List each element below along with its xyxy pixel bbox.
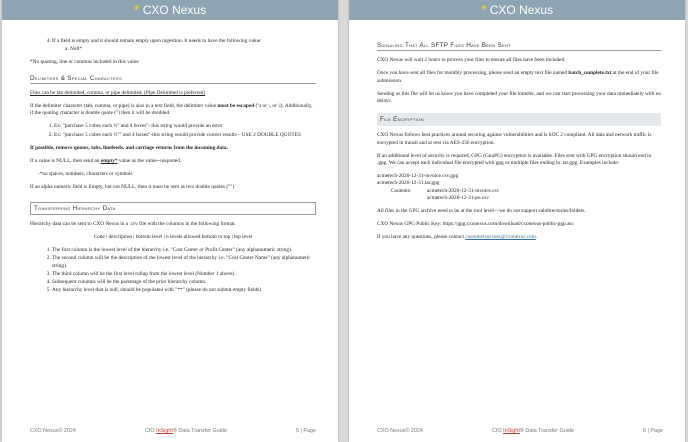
paragraph: CXO Nexus follows best practices around securing against vulnerabilities and is SOC 2 compliant. All data and network traffic is encrypted in transit and at rest via AES-256 encryption.: [377, 132, 652, 146]
sun-icon: ✺: [480, 5, 487, 12]
paragraph: CXO Nexus will wait 2 hours to process your files to ensure all files have been included.: [377, 57, 566, 64]
file-name: acmetech-2020-12-31-invoice.csv.gpg: [377, 173, 459, 180]
page-footer: [30, 428, 316, 434]
page-body: [377, 40, 661, 248]
section-title-hierarchy: Transferring Hierarchy Data: [30, 202, 316, 215]
footer-page-number: 6 | Page: [643, 428, 663, 434]
bold-instruction: If possible, remove quotes, tabs, linefeeds, and carriage returns from the incoming data.: [30, 144, 228, 151]
page-header: [349, 0, 685, 20]
list-item: 5. Any hierarchy level that is null, should be populated with "**" (please do not submit empty fields).: [52, 287, 316, 294]
section-title-delimiters: Delimiters & Special Characters: [30, 75, 316, 84]
file-name: acmetech-2020-12-31.tar.gpg: [377, 180, 440, 187]
list-item: a. Null*: [70, 46, 316, 53]
list-item: 1. The first column is the lowest level of the hierarchy i.e. "Cost Center or Profit Center" (any alphanumeric string).: [52, 247, 316, 254]
list-item: 4. If a field is empty and it should remain empty upon ingestion. It needs to have the following value: a. Null*: [52, 38, 316, 53]
list-item: 3. The third column will be the first level rollup from the lowest level (Number 1 above).: [52, 271, 316, 278]
gpg-public-key[interactable]: CXO Nexus GPG Public Key: https://gpg.cxonexus.com/download/cxonexus-public-pgp.asc: [377, 221, 574, 228]
paragraph: If an additional level of security is required, GPG (GnuPG) encryption is available. Files sent with GPG encryption should end in .gpg. We can accept each individual file encrypted with gpg or multiple files ending in .tar.gpg. Examples include:: [377, 152, 652, 167]
section-title-encryption: File Encryption: [377, 113, 661, 126]
hierarchy-list: [30, 247, 316, 294]
paragraph: All files in the GPG archive need to be at the root level—we do not support subdirectories/folders.: [377, 208, 586, 215]
list-item: 1. Ex: "purchase 5 cubes each ½" and 4 boxes"- this string would provide an error: [54, 123, 316, 130]
footer-copyright: CXO Nexus© 2024: [30, 428, 76, 434]
paragraph: -*no spaces, numbers, characters or symbols: [38, 171, 133, 178]
document-page-5: [2, 0, 338, 442]
example-files: [377, 173, 661, 202]
examples-list: [30, 123, 316, 138]
brand-name: CXO Nexus: [489, 3, 554, 17]
sun-icon: ✺: [133, 5, 140, 12]
footer-guide-title: CIO InSight® Data Transfer Guide: [145, 428, 227, 434]
paragraph: Sending us this file will let us know you have completed your file transfer, and we can start processing your data immediately with no delays.: [377, 90, 661, 105]
file-name: acmetech-2020-12-31-invoice.csv: [427, 187, 500, 194]
support-email-link[interactable]: customersuccess@cxonexus.com: [465, 234, 536, 241]
paragraph: If a value is NULL, then send an empty* value as the value--unquoted.: [30, 158, 182, 165]
section-title-signaling: Signaling That All SFTP Files Have Been Sent: [377, 42, 661, 51]
paragraph: If you have any questions, please contact customersuccess@cxonexus.com.: [377, 234, 538, 241]
paragraph: If the delimiter character (tab, comma, or pipe) is also in a text field, the delimiter value must be escaped ('\t or \, or \|). Additionally, if the quoting character is double quote (") then it will be doubled.: [30, 103, 313, 117]
brand-name: CXO Nexus: [142, 3, 207, 17]
paragraph: Files can be tab delimited, comma, or pipe delimited. (Pipe Delimited is preferred): [30, 89, 206, 96]
list-item: 4. Subsequent columns will be the parentage of the prior hierarchy column.: [52, 279, 316, 286]
page-footer: [377, 428, 663, 434]
footer-page-number: 5 | Page: [296, 428, 316, 434]
footer-copyright: CXO Nexus© 2024: [377, 428, 423, 434]
empty-field-list: [30, 38, 316, 53]
paragraph: Hierarchy data can be sent to CXO Nexus in a .csv file with the columns in the following format.: [30, 220, 236, 227]
paragraph: If an alpha numeric field is Empty, but not NULL, then it must be sent as two double quotes (""): [30, 184, 235, 191]
contents-label: Contents:: [391, 187, 412, 194]
list-item: 2. Ex: "purchase 5 cubes each ½"" and 4 boxes"-this string would provide correct results – USE 2 DOUBLE QUOTES: [54, 132, 316, 139]
footer-guide-title: CIO InSight® Data Transfer Guide: [492, 428, 574, 434]
list-item: 2. The second column will be the description of the lowest level of the hierarchy i.e. "Cost Center Name" (any alphanumeric string).: [52, 255, 316, 269]
document-page-6: [349, 0, 685, 442]
note: *No quoting, line or commas included in this value: [30, 59, 139, 66]
page-body: [30, 38, 316, 300]
file-name: acmetech-2020-12-31-po.csv: [427, 194, 489, 201]
hierarchy-format: Code | description | bottom level | n levels allowed bottom to top | top level: [93, 234, 253, 241]
page-header: [2, 0, 338, 20]
paragraph: Once you have sent all files for monthly processing, please send an empty text file named batch_complete.txt at the end of your file submission.: [377, 70, 659, 84]
